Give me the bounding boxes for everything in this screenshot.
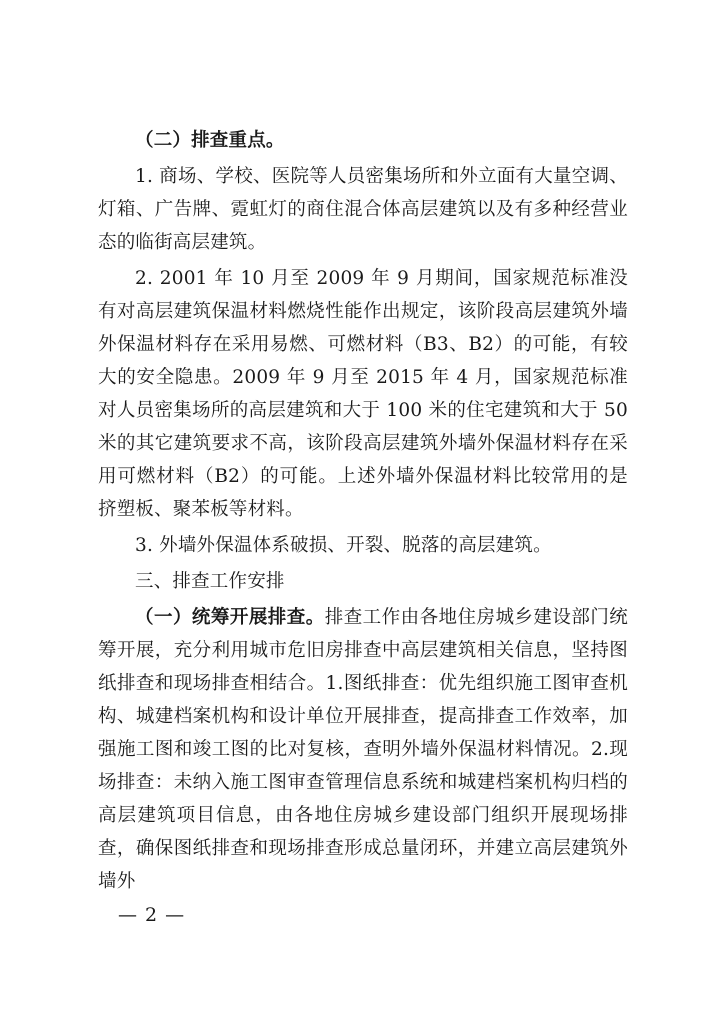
paragraph-item-3: 3. 外墙外保温体系破损、开裂、脱落的高层建筑。 [135, 535, 552, 556]
paragraph-coordinated-inspection [98, 601, 628, 898]
paragraph-item-1: 1. 商场、学校、医院等人员密集场所和外立面有大量空调、灯箱、广告牌、霓虹灯的商住混合体高层建筑以及有多种经营业态的临街高层建筑。 [98, 166, 628, 253]
document-body [98, 124, 628, 901]
section-title-work-arrangement: 三、排查工作安排 [135, 571, 285, 592]
subheading-inspection-focus: （二）排查重点。 [135, 130, 285, 151]
page-number: — 2 — [118, 904, 186, 926]
paragraph-item-2: 2. 2001 年 10 月至 2009 年 9 月期间，国家规范标准没有对高层建筑保温材料燃烧性能作出规定，该阶段高层建筑外墙外保温材料存在采用易燃、可燃材料（B3、B2）的可能，有较大的安全隐患。2009 年 9 月至 2015 年 4 月，国家规范标准对人员密集场所的高层建筑和大于 100 米的住宅建筑和大于 50 米的其它建筑要求不高，该阶段高层建筑外墙外保温材料存在采用可燃材料（B2）的可能。上述外墙外保温材料比较常用的是挤塑板、聚苯板等材料。 [98, 268, 628, 520]
subheading-coordinated-inspection: （一）统筹开展排查。 [135, 607, 325, 628]
paragraph-coordinated-inspection-text: 排查工作由各地住房城乡建设部门统筹开展，充分利用城市危旧房排查中高层建筑相关信息，坚持图纸排查和现场排查相结合。1.图纸排查：优先组织施工图审查机构、城建档案机构和设计单位开展排查，提高排查工作效率，加强施工图和竣工图的比对复核，查明外墙外保温材料情况。2.现场排查：未纳入施工图审查管理信息系统和城建档案机构归档的高层建筑项目信息，由各地住房城乡建设部门组织开展现场排查，确保图纸排查和现场排查形成总量闭环，并建立高层建筑外墙外 [98, 607, 628, 892]
